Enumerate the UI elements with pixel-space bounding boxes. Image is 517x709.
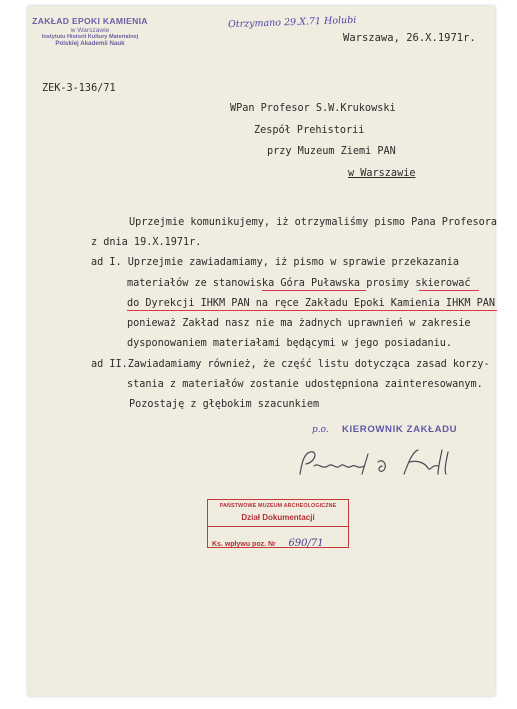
- addressee-line-4: w Warszawie: [348, 168, 416, 179]
- addressee-line-3: przy Muzeum Ziemi PAN: [267, 146, 396, 157]
- ad1-line-3: do Dyrekcji IHKM PAN na ręce Zakładu Epoki Kamienia IHKM PAN: [127, 298, 496, 309]
- head-of-department-stamp: KIEROWNIK ZAKŁADU: [342, 424, 458, 435]
- reference-number: ZEK-3-136/71: [42, 83, 116, 94]
- ad1-line-1: ad I. Uprzejmie zawiadamiamy, iż pismo w sprawie przekazania: [91, 257, 460, 268]
- institution-stamp: [32, 16, 148, 47]
- stamp-line-4: Polskiej Akademii Nauk: [55, 40, 125, 47]
- addressee-line-1: WPan Profesor S.W.Krukowski: [230, 103, 396, 114]
- ad1-line-2: materiałów ze stanowiska Góra Puławska prosimy skierować: [127, 278, 471, 289]
- place-date: Warszawa, 26.X.1971r.: [343, 32, 476, 44]
- red-underline-site: [262, 290, 366, 291]
- addressee-line-2: Zespół Prehistorii: [254, 125, 365, 136]
- receipt-stamp-line-2: Dział Dokumentacji: [241, 513, 315, 522]
- stamp-line-1: ZAKŁAD EPOKI KAMIENIA: [32, 16, 148, 26]
- acting-prefix: p.o.: [312, 425, 329, 435]
- ad1-line-4: ponieważ Zakład nasz nie ma żadnych uprawnień w zakresie: [127, 318, 471, 329]
- receipt-stamp-line-3: [212, 531, 324, 550]
- stamp-line-2: w Warszawie: [70, 27, 110, 34]
- receipt-stamp-divider: [208, 526, 348, 527]
- paragraph-1-line-2: z dnia 19.X.1971r.: [91, 237, 202, 248]
- receipt-number-value: 690/71: [288, 538, 324, 549]
- receipt-stamp-line-1: PAŃSTWOWE MUZEUM ARCHEOLOGICZNE: [219, 503, 337, 509]
- letter-page: [28, 6, 498, 696]
- handwritten-signature: [292, 444, 462, 482]
- red-underline-directorate: [127, 310, 497, 311]
- receipt-number-label: Ks. wpływu poz. Nr: [212, 541, 276, 548]
- ad2-line-2: stania z materiałów zostanie udostępniona zainteresowanym.: [127, 379, 483, 390]
- museum-receipt-stamp: [207, 499, 349, 548]
- received-note: Otrzymano 29.X.71 Holubi: [227, 14, 357, 31]
- paragraph-1-line-1: Uprzejmie komunikujemy, iż otrzymaliśmy pismo Pana Profesora: [129, 217, 498, 228]
- ad2-line-1: ad II.Zawiadamiamy również, że część listu dotycząca zasad korzy-: [91, 359, 490, 370]
- ad1-line-5: dysponowaniem materiałami będącymi w jego posiadaniu.: [127, 338, 453, 349]
- closing-line: Pozostaję z głębokim szacunkiem: [129, 399, 320, 410]
- red-underline-direct: [419, 290, 479, 291]
- stamp-line-3: Instytutu Historii Kultury Materialnej: [41, 34, 139, 40]
